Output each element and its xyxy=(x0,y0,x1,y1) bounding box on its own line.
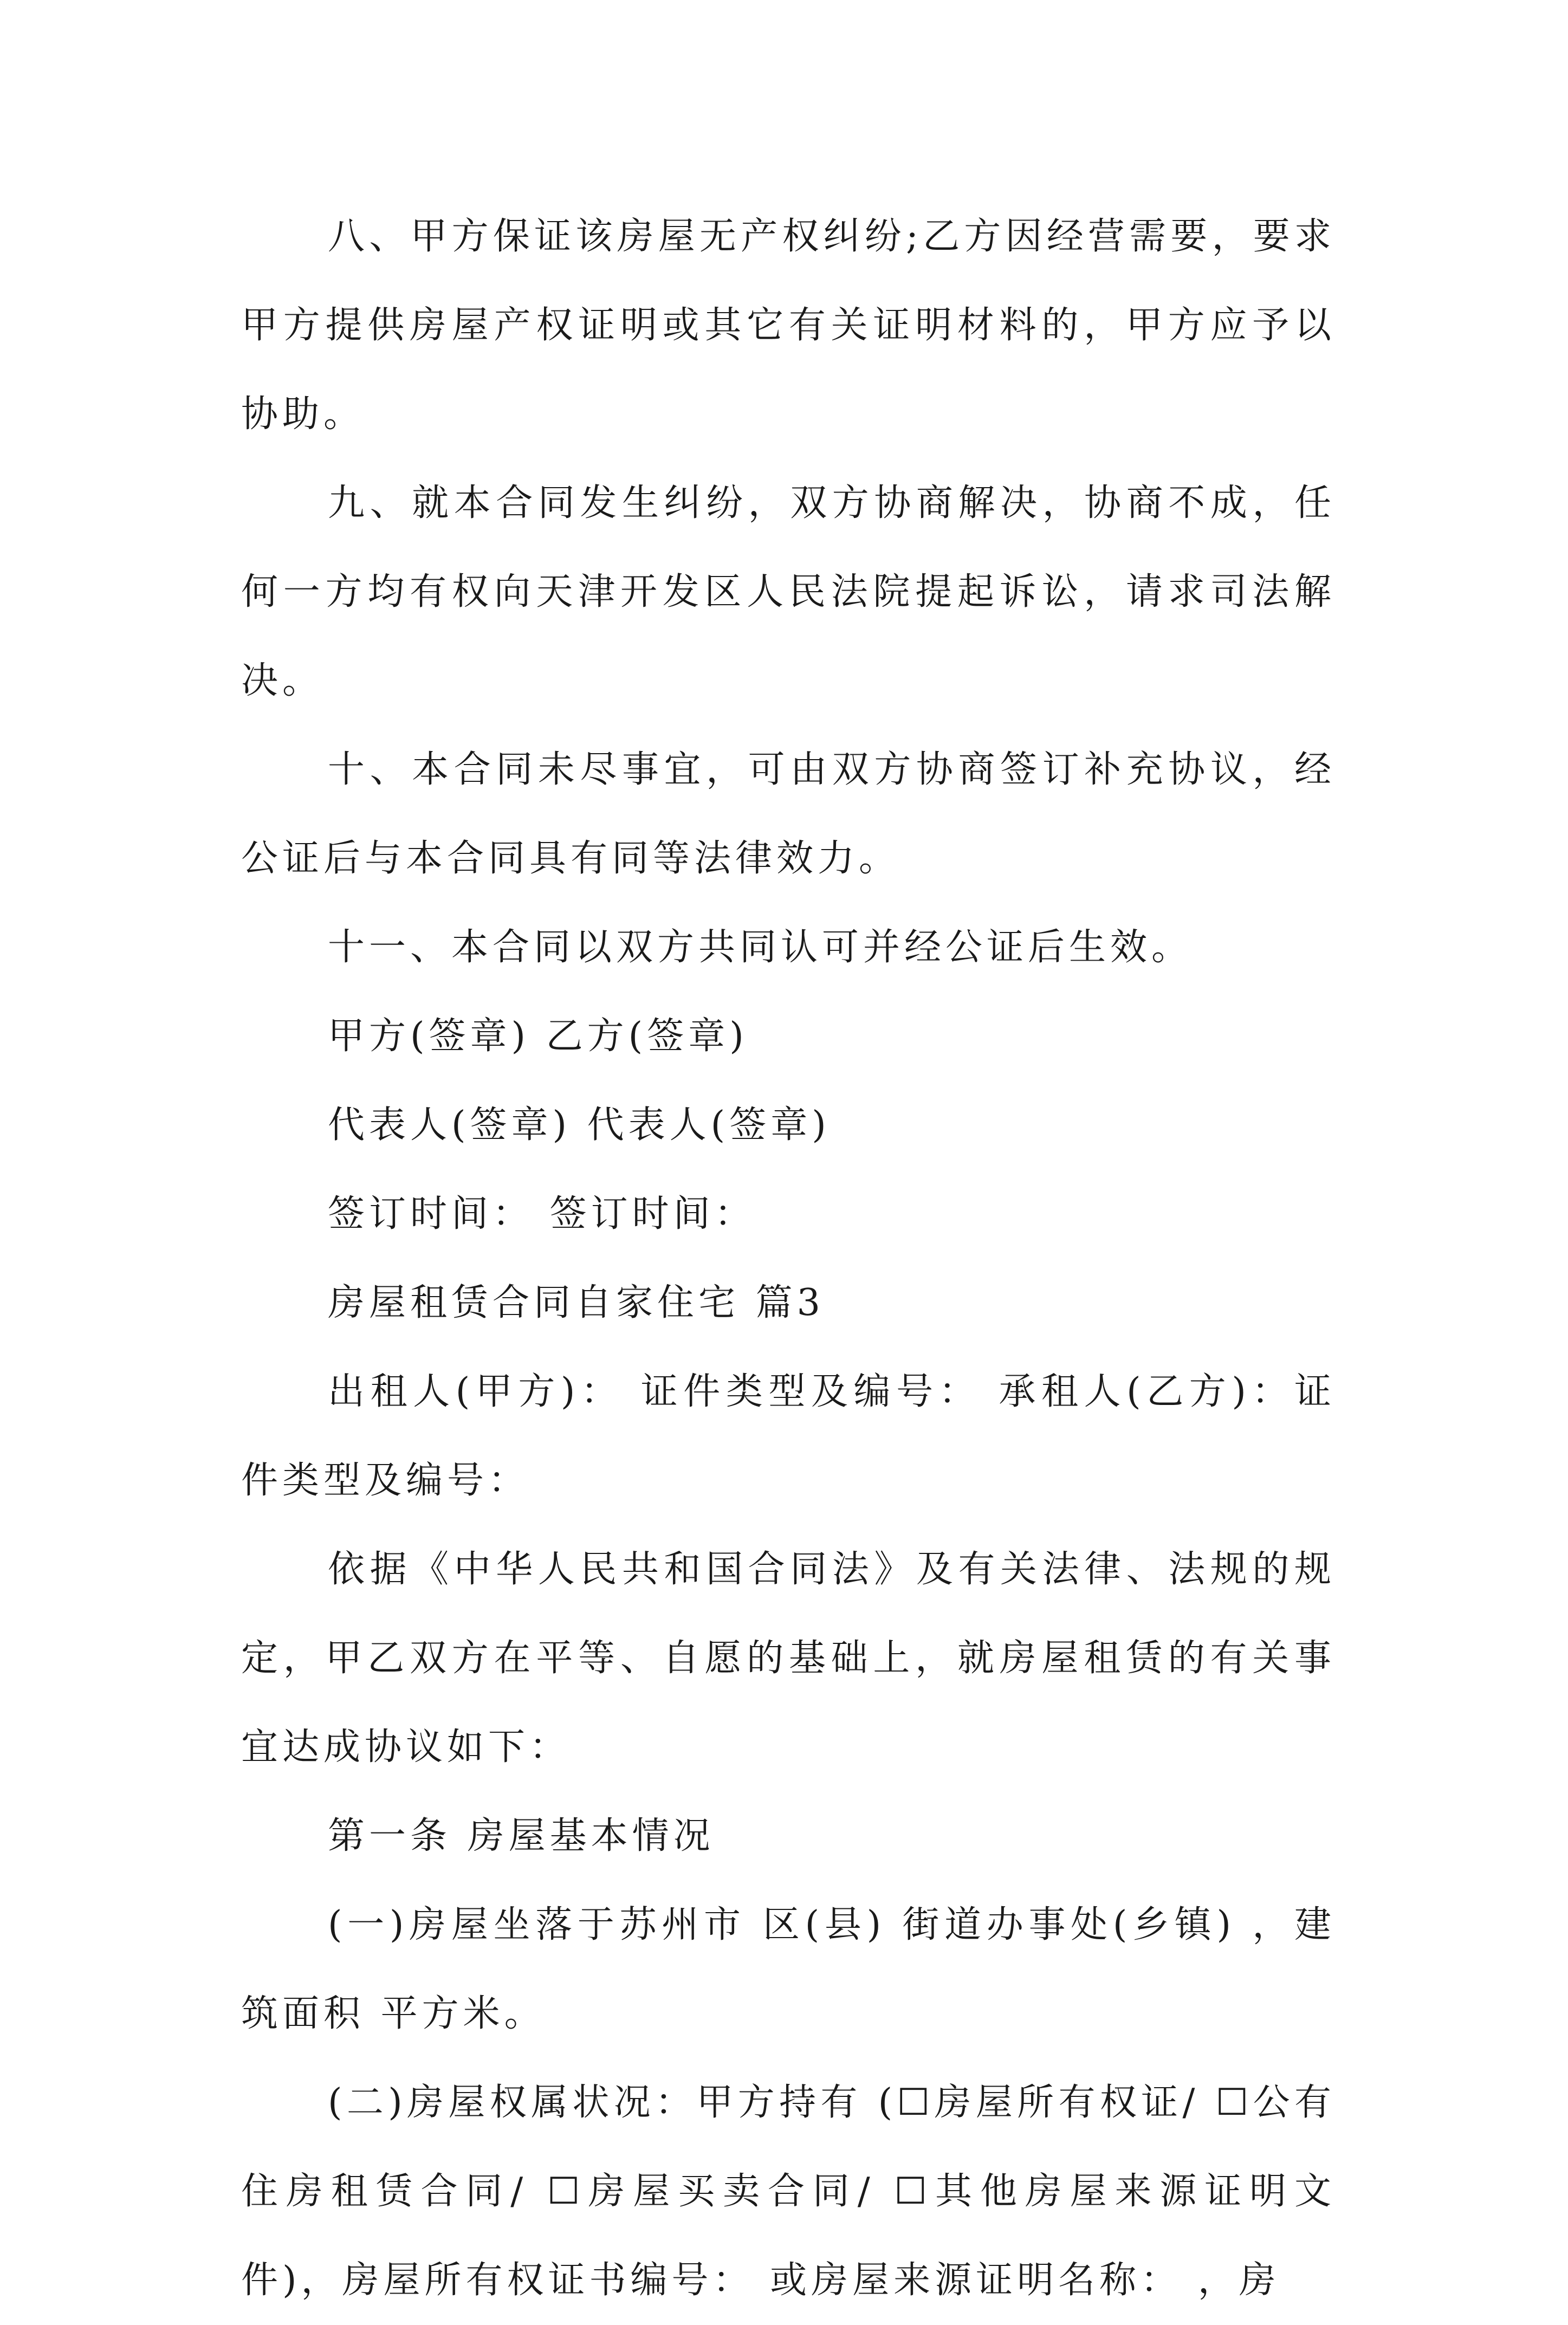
representative-signature-line: 代表人(签章) 代表人(签章) xyxy=(328,1104,831,1147)
preamble-paragraph: 依据《中华人民共和国合同法》及有关法律、法规的规定，甲乙双方在平等、自愿的基础上，就房屋租赁的有关事宜达成协议如下： xyxy=(241,1548,1336,1769)
party-signature-line: 甲方(签章) 乙方(签章) xyxy=(328,1015,748,1058)
article-1-heading: 第一条 房屋基本情况 xyxy=(328,1815,715,1857)
parties-paragraph: 出租人(甲方)： 证件类型及编号： 承租人(乙方)：证件类型及编号： xyxy=(241,1370,1336,1502)
ownership-status-paragraph: (二)房屋权属状况：甲方持有 (☐房屋所有权证/ ☐公有住房租赁合同/ ☐房屋买卖合同/ ☐其他房屋来源证明文件)，房屋所有权证书编号： 或房屋来源证明名称： ，房 xyxy=(241,2081,1336,2302)
house-location-paragraph: (一)房屋坐落于苏州市 区(县) 街道办事处(乡镇) ，建筑面积 平方米。 xyxy=(241,1903,1336,2035)
clause-11-paragraph: 十一、本合同以双方共同认可并经公证后生效。 xyxy=(328,926,1193,969)
contract-text xyxy=(241,192,1336,2325)
clause-8-paragraph: 八、甲方保证该房屋无产权纠纷;乙方因经营需要，要求甲方提供房屋产权证明或其它有关证明材料的，甲方应予以协助。 xyxy=(241,215,1336,436)
section-title: 房屋租赁合同自家住宅 篇3 xyxy=(328,1281,825,1324)
clause-10-paragraph: 十、本合同未尽事宜，可由双方协商签订补充协议，经公证后与本合同具有同等法律效力。 xyxy=(241,748,1336,880)
signing-date-line: 签订时间： 签订时间： xyxy=(328,1193,756,1235)
clause-9-paragraph: 九、就本合同发生纠纷，双方协商解决，协商不成，任何一方均有权向天津开发区人民法院提起诉讼，请求司法解决。 xyxy=(241,482,1336,702)
